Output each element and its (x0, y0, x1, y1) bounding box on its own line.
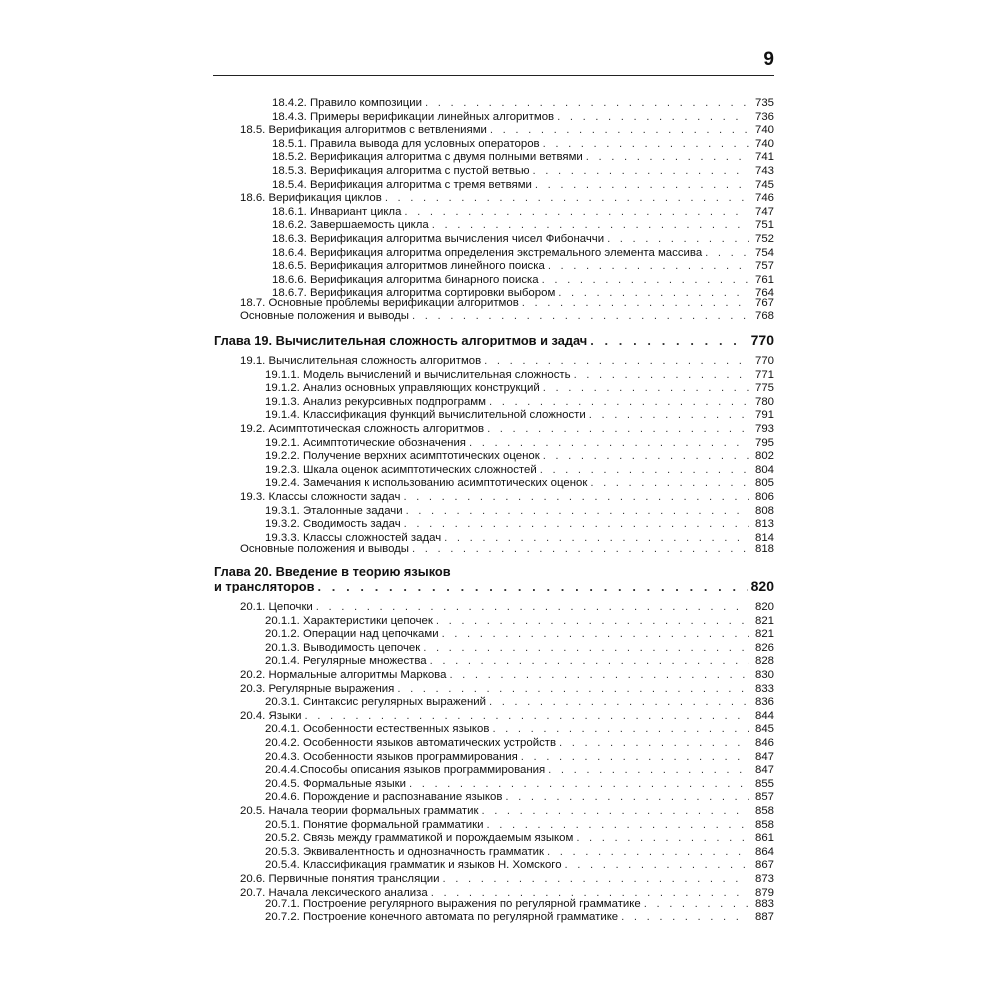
toc-entry[interactable] (240, 310, 774, 323)
toc-entry-page: 804 (754, 463, 774, 476)
toc-entry-page: 828 (754, 655, 774, 668)
toc-entry[interactable] (240, 297, 774, 310)
dot-leader (540, 464, 749, 477)
toc-entry-title: 20.5. Начала теории формальных грамматик (240, 805, 479, 817)
toc-entry-page: 818 (754, 543, 774, 555)
toc-entry-title: 20.3. Регулярные выражения (240, 682, 395, 695)
dot-leader (425, 97, 749, 110)
toc-entry[interactable] (240, 873, 774, 886)
toc-entry[interactable] (265, 642, 774, 655)
toc-entry-title: 19.2.2. Получение верхних асимптотических оценок (265, 450, 540, 463)
dot-leader (505, 791, 749, 804)
toc-entry[interactable] (240, 192, 774, 205)
toc-entry-page: 793 (754, 423, 774, 435)
dot-leader (489, 396, 749, 409)
toc-entry[interactable] (265, 791, 774, 804)
toc-entry-page: 864 (754, 845, 774, 858)
toc-entry-page: 757 (754, 260, 774, 273)
toc-entry[interactable] (265, 764, 774, 777)
dot-leader (543, 382, 749, 395)
toc-entry-title: 18.4.2. Правило композиции (272, 97, 423, 109)
toc-entry-title: 19.3.3. Классы сложностей задач (265, 531, 442, 544)
toc-entry-page: 867 (754, 859, 774, 872)
dot-leader (442, 628, 749, 641)
dot-leader (490, 124, 749, 137)
dot-leader (535, 179, 749, 192)
toc-entry-page: 743 (754, 165, 774, 177)
toc-entry-page: 814 (754, 531, 774, 544)
toc-entry[interactable] (272, 233, 774, 246)
dot-leader (576, 832, 749, 845)
toc-entry-title: 18.6.1. Инвариант цикла (272, 205, 402, 218)
toc-entry[interactable] (272, 219, 774, 232)
dot-leader (547, 846, 749, 859)
toc-entry[interactable] (265, 911, 774, 924)
dot-leader (543, 450, 749, 463)
toc-entry-title: 19.1.2. Анализ основных управляющих конструкций (265, 382, 540, 395)
dot-leader (409, 778, 749, 791)
toc-entry-title: 20.6. Первичные понятия трансляции (240, 873, 440, 885)
toc-entry[interactable] (265, 450, 774, 463)
toc-entry-page: 780 (754, 395, 774, 408)
toc-entry-title: 20.1.4. Регулярные множества (265, 655, 427, 668)
chapter-page: 770 (750, 333, 774, 347)
toc-entry-page: 873 (754, 873, 774, 885)
toc-entry-title: 19.2.1. Асимптотические обозначения (265, 436, 466, 449)
dot-leader (316, 601, 749, 614)
dot-leader (543, 138, 749, 151)
toc-entry-page: 847 (754, 750, 774, 763)
toc-entry[interactable] (272, 260, 774, 273)
toc-entry[interactable] (265, 898, 774, 911)
toc-entry-title: 18.6.2. Завершаемость цикла (272, 219, 429, 232)
toc-entry-title: 20.2. Нормальные алгоритмы Маркова (240, 669, 447, 681)
toc-entry-title: 18.6.5. Верификация алгоритмов линейного поиска (272, 260, 545, 273)
toc-entry-title: 18.7. Основные проблемы верификации алгоритмов (240, 297, 519, 309)
toc-entry-title: 18.6.3. Верификация алгоритма вычисления чисел Фибоначчи (272, 233, 605, 245)
dot-leader (423, 642, 749, 655)
toc-entry-title: 19.3. Классы сложности задач (240, 491, 401, 503)
toc-entry-page: 747 (754, 205, 774, 218)
dot-leader (436, 615, 749, 628)
toc-entry-page: 764 (754, 287, 774, 300)
dot-leader (533, 165, 750, 178)
dot-leader (484, 355, 749, 368)
dot-leader (432, 219, 749, 232)
toc-entry-page: 767 (754, 297, 774, 309)
toc-chapter-20[interactable] (214, 579, 774, 593)
toc-entry-page: 861 (754, 832, 774, 845)
toc-entry-title: 20.3.1. Синтаксис регулярных выражений (265, 696, 486, 709)
toc-entry-page: 768 (754, 309, 774, 322)
dot-leader (317, 580, 747, 593)
dot-leader (397, 683, 749, 696)
toc-entry-page: 847 (754, 764, 774, 777)
dot-leader (574, 369, 749, 382)
toc-entry-title: 19.3.2. Сводимость задач (265, 518, 401, 531)
toc-entry[interactable] (240, 423, 774, 436)
toc-entry-title: 19.3.1. Эталонные задачи (265, 504, 403, 517)
toc-entry-title: 20.7.1. Построение регулярного выражения по регулярной грамматике (265, 898, 641, 910)
toc-entry-page: 805 (754, 477, 774, 490)
toc-entry-title: 19.2.4. Замечания к использованию асимптотических оценок (265, 477, 588, 490)
toc-entry[interactable] (265, 464, 774, 477)
toc-entry[interactable] (265, 832, 774, 845)
toc-entry-page: 771 (754, 368, 774, 381)
toc-entry-title: 19.1.3. Анализ рекурсивных подпрограмм (265, 395, 486, 408)
toc-entry-page: 857 (754, 791, 774, 804)
toc-entry-page: 752 (754, 233, 774, 245)
toc-entry[interactable] (272, 165, 774, 178)
toc-entry-title: 18.4.3. Примеры верификации линейных алгоритмов (272, 110, 555, 123)
toc-entry[interactable] (265, 778, 774, 791)
toc-entry-page: 830 (754, 669, 774, 681)
toc-entry-page: 802 (754, 450, 774, 463)
chapter-title: Глава 19. Вычислительная сложность алгоритмов и задач (214, 333, 588, 347)
toc-entry[interactable] (272, 206, 774, 219)
dot-leader (404, 518, 749, 531)
dot-leader (590, 477, 749, 490)
toc-chapter-19[interactable] (214, 333, 774, 347)
toc-entry[interactable] (265, 696, 774, 709)
toc-entry-page: 826 (754, 641, 774, 654)
toc-entry-title: 19.2. Асимптотическая сложность алгоритмов (240, 423, 485, 435)
toc-entry[interactable] (265, 477, 774, 490)
toc-entry[interactable] (240, 543, 774, 556)
dot-leader (487, 819, 750, 832)
toc-entry[interactable] (240, 355, 774, 368)
toc-entry-title: 20.1. Цепочки (240, 601, 313, 613)
toc-entry[interactable] (240, 683, 774, 696)
dot-leader (412, 543, 749, 556)
toc-entry-page: 770 (754, 355, 774, 367)
toc-entry-page: 879 (754, 886, 774, 899)
toc-entry-page: 846 (754, 737, 774, 749)
toc-entry-title: 18.6.6. Верификация алгоритма бинарного поиска (272, 273, 539, 286)
dot-leader (443, 873, 750, 886)
dot-leader (607, 233, 749, 246)
toc-entry[interactable] (265, 409, 774, 422)
toc-entry[interactable] (265, 615, 774, 628)
dot-leader (403, 491, 749, 504)
toc-entry-title: 18.5.4. Верификация алгоритма с тремя ветвями (272, 178, 532, 191)
dot-leader (548, 764, 749, 777)
toc-entry[interactable] (272, 97, 774, 110)
toc-entry-title: 19.2.3. Шкала оценок асимптотических сложностей (265, 463, 537, 476)
dot-leader (449, 669, 749, 682)
chapter-page: 820 (750, 579, 774, 593)
toc-entry-page: 791 (754, 409, 774, 422)
toc-entry-page: 855 (754, 777, 774, 790)
toc-entry-title: Основные положения и выводы (240, 543, 409, 555)
dot-leader (586, 151, 749, 164)
toc-entry-title: 19.1.1. Модель вычислений и вычислительная сложность (265, 368, 571, 381)
toc-entry-title: 20.4.4.Способы описания языков программирования (265, 764, 546, 777)
toc-entry-page: 736 (754, 110, 774, 123)
dot-leader (406, 505, 749, 518)
page-number: 9 (763, 49, 774, 70)
toc-entry-title: Основные положения и выводы (240, 309, 409, 322)
dot-leader (557, 111, 749, 124)
toc-entry-page: 740 (754, 124, 774, 137)
dot-leader (705, 247, 749, 260)
toc-entry[interactable] (272, 247, 774, 260)
dot-leader (590, 334, 747, 347)
dot-leader (589, 409, 749, 422)
dot-leader (559, 737, 749, 750)
dot-leader (304, 710, 749, 723)
toc-entry-title: 20.4.6. Порождение и распознавание языков (265, 791, 503, 804)
toc-entry-title: 18.5. Верификация алгоритмов с ветвлениями (240, 124, 487, 137)
toc-entry-page: 858 (754, 805, 774, 817)
toc-entry[interactable] (240, 601, 774, 614)
dot-leader (469, 437, 749, 450)
toc-entry[interactable] (265, 655, 774, 668)
toc-entry-page: 836 (754, 696, 774, 709)
toc-entry-page: 813 (754, 518, 774, 531)
toc-entry[interactable] (265, 751, 774, 764)
toc-entry[interactable] (265, 382, 774, 395)
toc-entry[interactable] (265, 859, 774, 872)
toc-entry[interactable] (240, 491, 774, 504)
toc-entry-page: 740 (754, 137, 774, 150)
toc-entry[interactable] (272, 274, 774, 287)
toc-entry-title: 20.5.3. Эквивалентность и однозначность грамматик (265, 845, 545, 858)
toc-entry[interactable] (265, 505, 774, 518)
toc-entry-title: 18.6.4. Верификация алгоритма определения экстремального элемента массива (272, 246, 703, 259)
toc-entry[interactable] (272, 151, 774, 164)
toc-entry[interactable] (240, 710, 774, 723)
toc-entry-page: 883 (754, 898, 774, 910)
toc-entry-page: 735 (754, 97, 774, 109)
toc-entry[interactable] (265, 723, 774, 736)
toc-entry-page: 833 (754, 682, 774, 695)
toc-entry-page: 745 (754, 178, 774, 191)
toc-entry-title: 18.5.3. Верификация алгоритма с пустой ветвью (272, 165, 530, 177)
toc-entry[interactable] (272, 111, 774, 124)
toc-entry[interactable] (265, 518, 774, 531)
dot-leader (481, 805, 749, 818)
toc-entry-title: 20.5.1. Понятие формальной грамматики (265, 818, 484, 831)
dot-leader (385, 192, 749, 205)
dot-leader (548, 260, 749, 273)
toc-entry-page: 775 (754, 382, 774, 395)
toc-entry-title: 18.5.2. Верификация алгоритма с двумя полными ветвями (272, 151, 583, 164)
dot-leader (404, 206, 749, 219)
dot-leader (489, 696, 749, 709)
toc-entry-page: 845 (754, 723, 774, 736)
toc-entry-title: 20.7. Начала лексического анализа (240, 886, 428, 899)
toc-entry-page: 806 (754, 491, 774, 503)
toc-entry-title: 20.1.3. Выводимость цепочек (265, 641, 421, 654)
toc-entry[interactable] (265, 819, 774, 832)
toc-entry-title: 18.5.1. Правила вывода для условных операторов (272, 137, 540, 150)
dot-leader (542, 274, 749, 287)
toc-entry-title: 18.6. Верификация циклов (240, 192, 382, 205)
toc-entry[interactable] (240, 805, 774, 818)
toc-entry[interactable] (265, 628, 774, 641)
toc-entry-page: 821 (754, 628, 774, 641)
dot-leader (565, 859, 749, 872)
toc-entry-title: 18.6.7. Верификация алгоритма сортировки выбором (272, 287, 556, 300)
toc-entry-title: 20.4.2. Особенности языков автоматических устройств (265, 737, 557, 749)
toc-entry[interactable] (240, 669, 774, 682)
toc-entry[interactable] (265, 396, 774, 409)
toc-entry[interactable] (265, 846, 774, 859)
toc-entry-title: 20.4. Языки (240, 709, 302, 722)
toc-entry-page: 754 (754, 246, 774, 259)
toc-entry[interactable] (240, 124, 774, 137)
toc-entry-page: 741 (754, 151, 774, 164)
toc-entry-page: 746 (754, 192, 774, 205)
dot-leader (492, 723, 749, 736)
dot-leader (521, 751, 749, 764)
toc-entry-title: 20.4.3. Особенности языков программирования (265, 750, 518, 763)
toc-entry-title: 19.1. Вычислительная сложность алгоритмов (240, 355, 482, 367)
toc-entry-page: 821 (754, 614, 774, 627)
toc-entry[interactable] (265, 737, 774, 750)
toc-entry[interactable] (265, 369, 774, 382)
toc-entry-title: 19.1.4. Классификация функций вычислительной сложности (265, 409, 586, 422)
toc-entry[interactable] (272, 179, 774, 192)
toc-entry-title: 20.1.1. Характеристики цепочек (265, 614, 433, 627)
dot-leader (621, 911, 749, 924)
toc-entry-page: 795 (754, 436, 774, 449)
toc-entry-title: 20.5.4. Классификация грамматик и языков Н. Хомского (265, 859, 562, 872)
dot-leader (522, 297, 749, 310)
toc-entry-title: 20.1.2. Операции над цепочками (265, 628, 439, 641)
toc-entry-page: 761 (754, 273, 774, 286)
toc-entry-title: 20.7.2. Построение конечного автомата по регулярной грамматике (265, 911, 619, 923)
toc-entry-title: 20.5.2. Связь между грамматикой и порождаемым языком (265, 832, 574, 845)
toc-entry-page: 808 (754, 504, 774, 517)
toc-entry[interactable] (272, 138, 774, 151)
chapter-20-title-line1[interactable]: Глава 20. Введение в теорию языков (214, 564, 451, 579)
toc-entry-page: 887 (754, 911, 774, 923)
toc-entry[interactable] (265, 437, 774, 450)
toc-entry-title: 20.4.5. Формальные языки (265, 777, 406, 790)
toc-entry-page: 844 (754, 709, 774, 722)
dot-leader (644, 898, 749, 911)
toc-entry-page: 751 (754, 219, 774, 232)
dot-leader (412, 310, 749, 323)
dot-leader (430, 655, 749, 668)
dot-leader (487, 423, 749, 436)
toc-entry-title: 20.4.1. Особенности естественных языков (265, 723, 490, 736)
toc-entry-page: 858 (754, 818, 774, 831)
chapter-title: и трансляторов (214, 579, 315, 593)
toc-entry-page: 820 (754, 601, 774, 613)
